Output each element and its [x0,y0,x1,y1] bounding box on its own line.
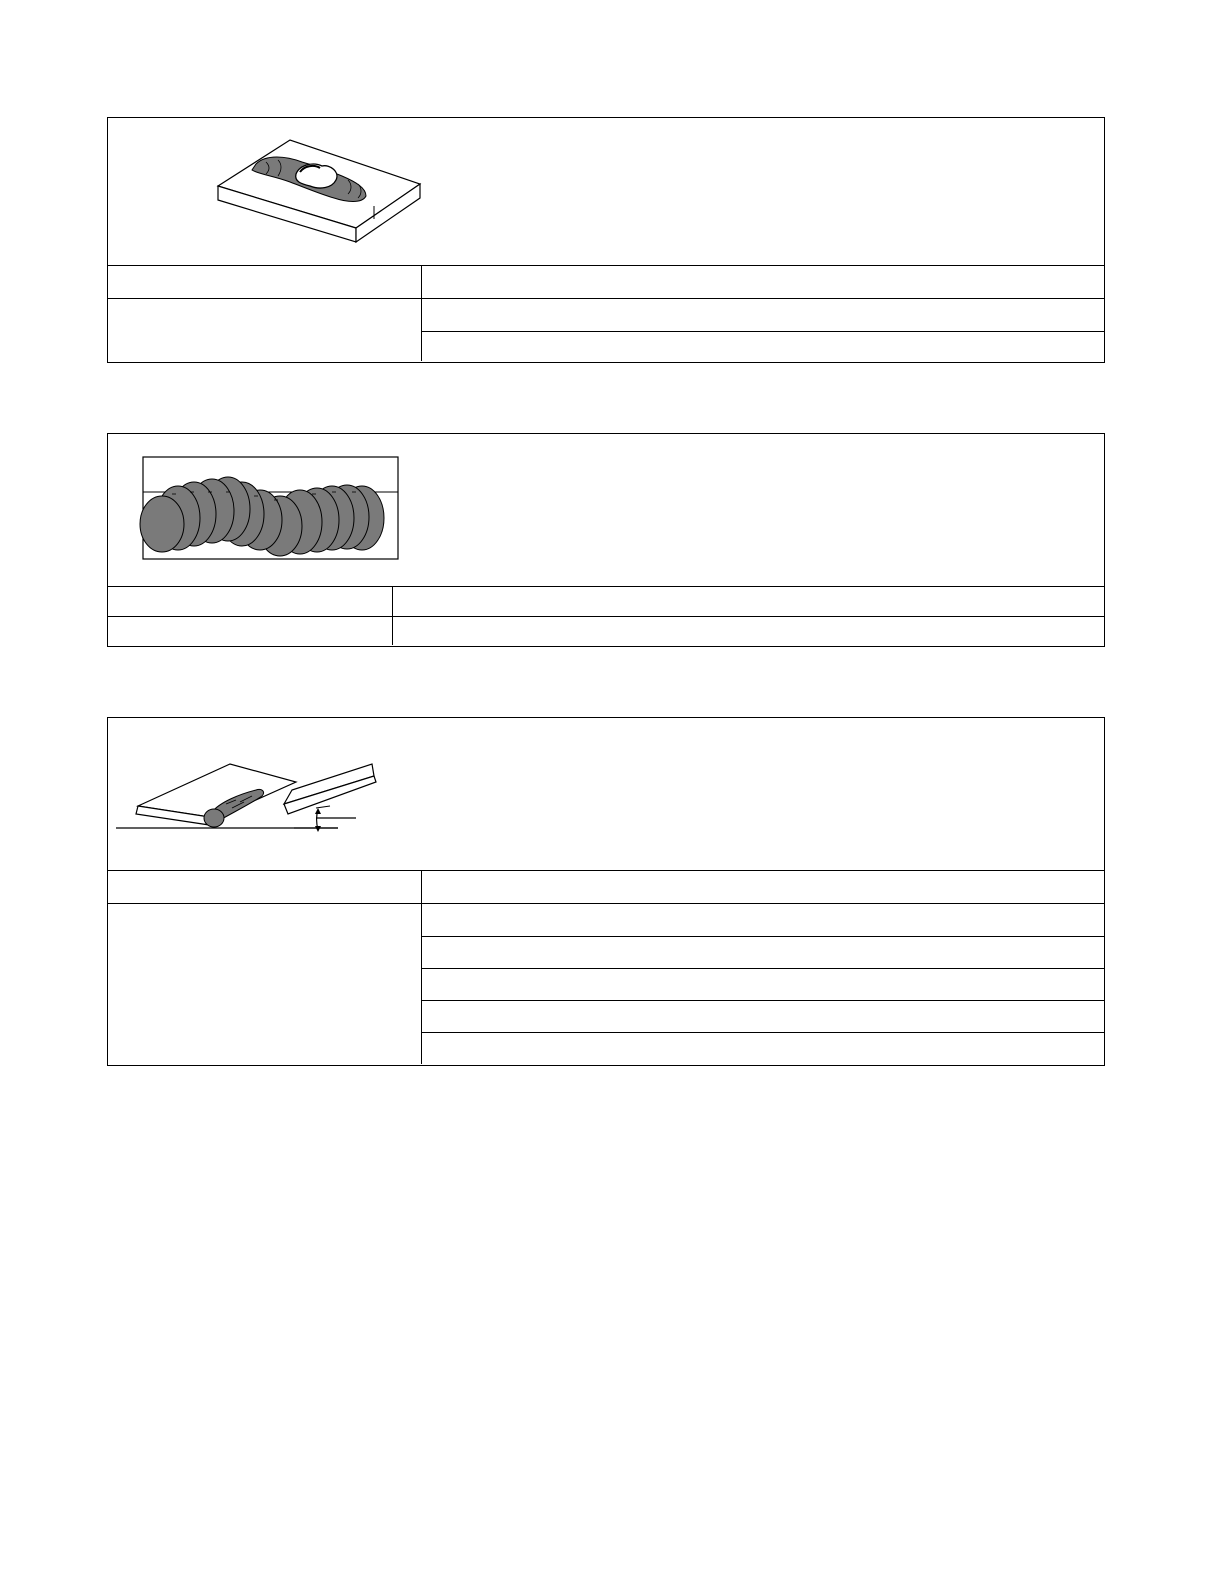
angle-marker-line [316,806,330,808]
cause-row [422,299,1104,332]
cause-row [422,937,1104,969]
illustration-area [108,718,1104,871]
cause-table [108,266,1104,361]
row-label-cell [108,617,393,645]
cause-label-cell [108,299,422,361]
weld-bead-end [204,809,224,827]
illustration-area [108,434,1104,587]
distorted-joint-illustration [116,760,376,850]
cause-row [422,969,1104,1001]
troubleshooting-panel-waviness [107,433,1105,647]
angle-arrowhead-top [315,808,321,814]
row-label-cell [108,587,393,617]
header-label-cell [108,266,422,299]
cause-label-cell [108,904,422,1064]
cause-list [422,904,1104,1064]
header-label-cell [108,871,422,904]
wavy-bead-illustration [142,456,402,562]
illustration-area [108,118,1104,266]
cause-table [108,871,1104,1064]
bead-ripple [140,496,184,552]
cause-row [422,332,1104,361]
troubleshooting-panel-distortion [107,717,1105,1066]
angle-arrowhead-bottom [315,826,321,832]
row-content-cell [393,617,1104,645]
cause-list [422,299,1104,361]
cause-row [422,904,1104,937]
weld-burn-through-illustration [216,136,436,256]
cause-table [108,587,1104,645]
troubleshooting-panel-burn-through [107,117,1105,363]
header-content-cell [422,871,1104,904]
row-content-cell [393,587,1104,617]
cause-row [422,1033,1104,1064]
cause-row [422,1001,1104,1033]
header-content-cell [422,266,1104,299]
